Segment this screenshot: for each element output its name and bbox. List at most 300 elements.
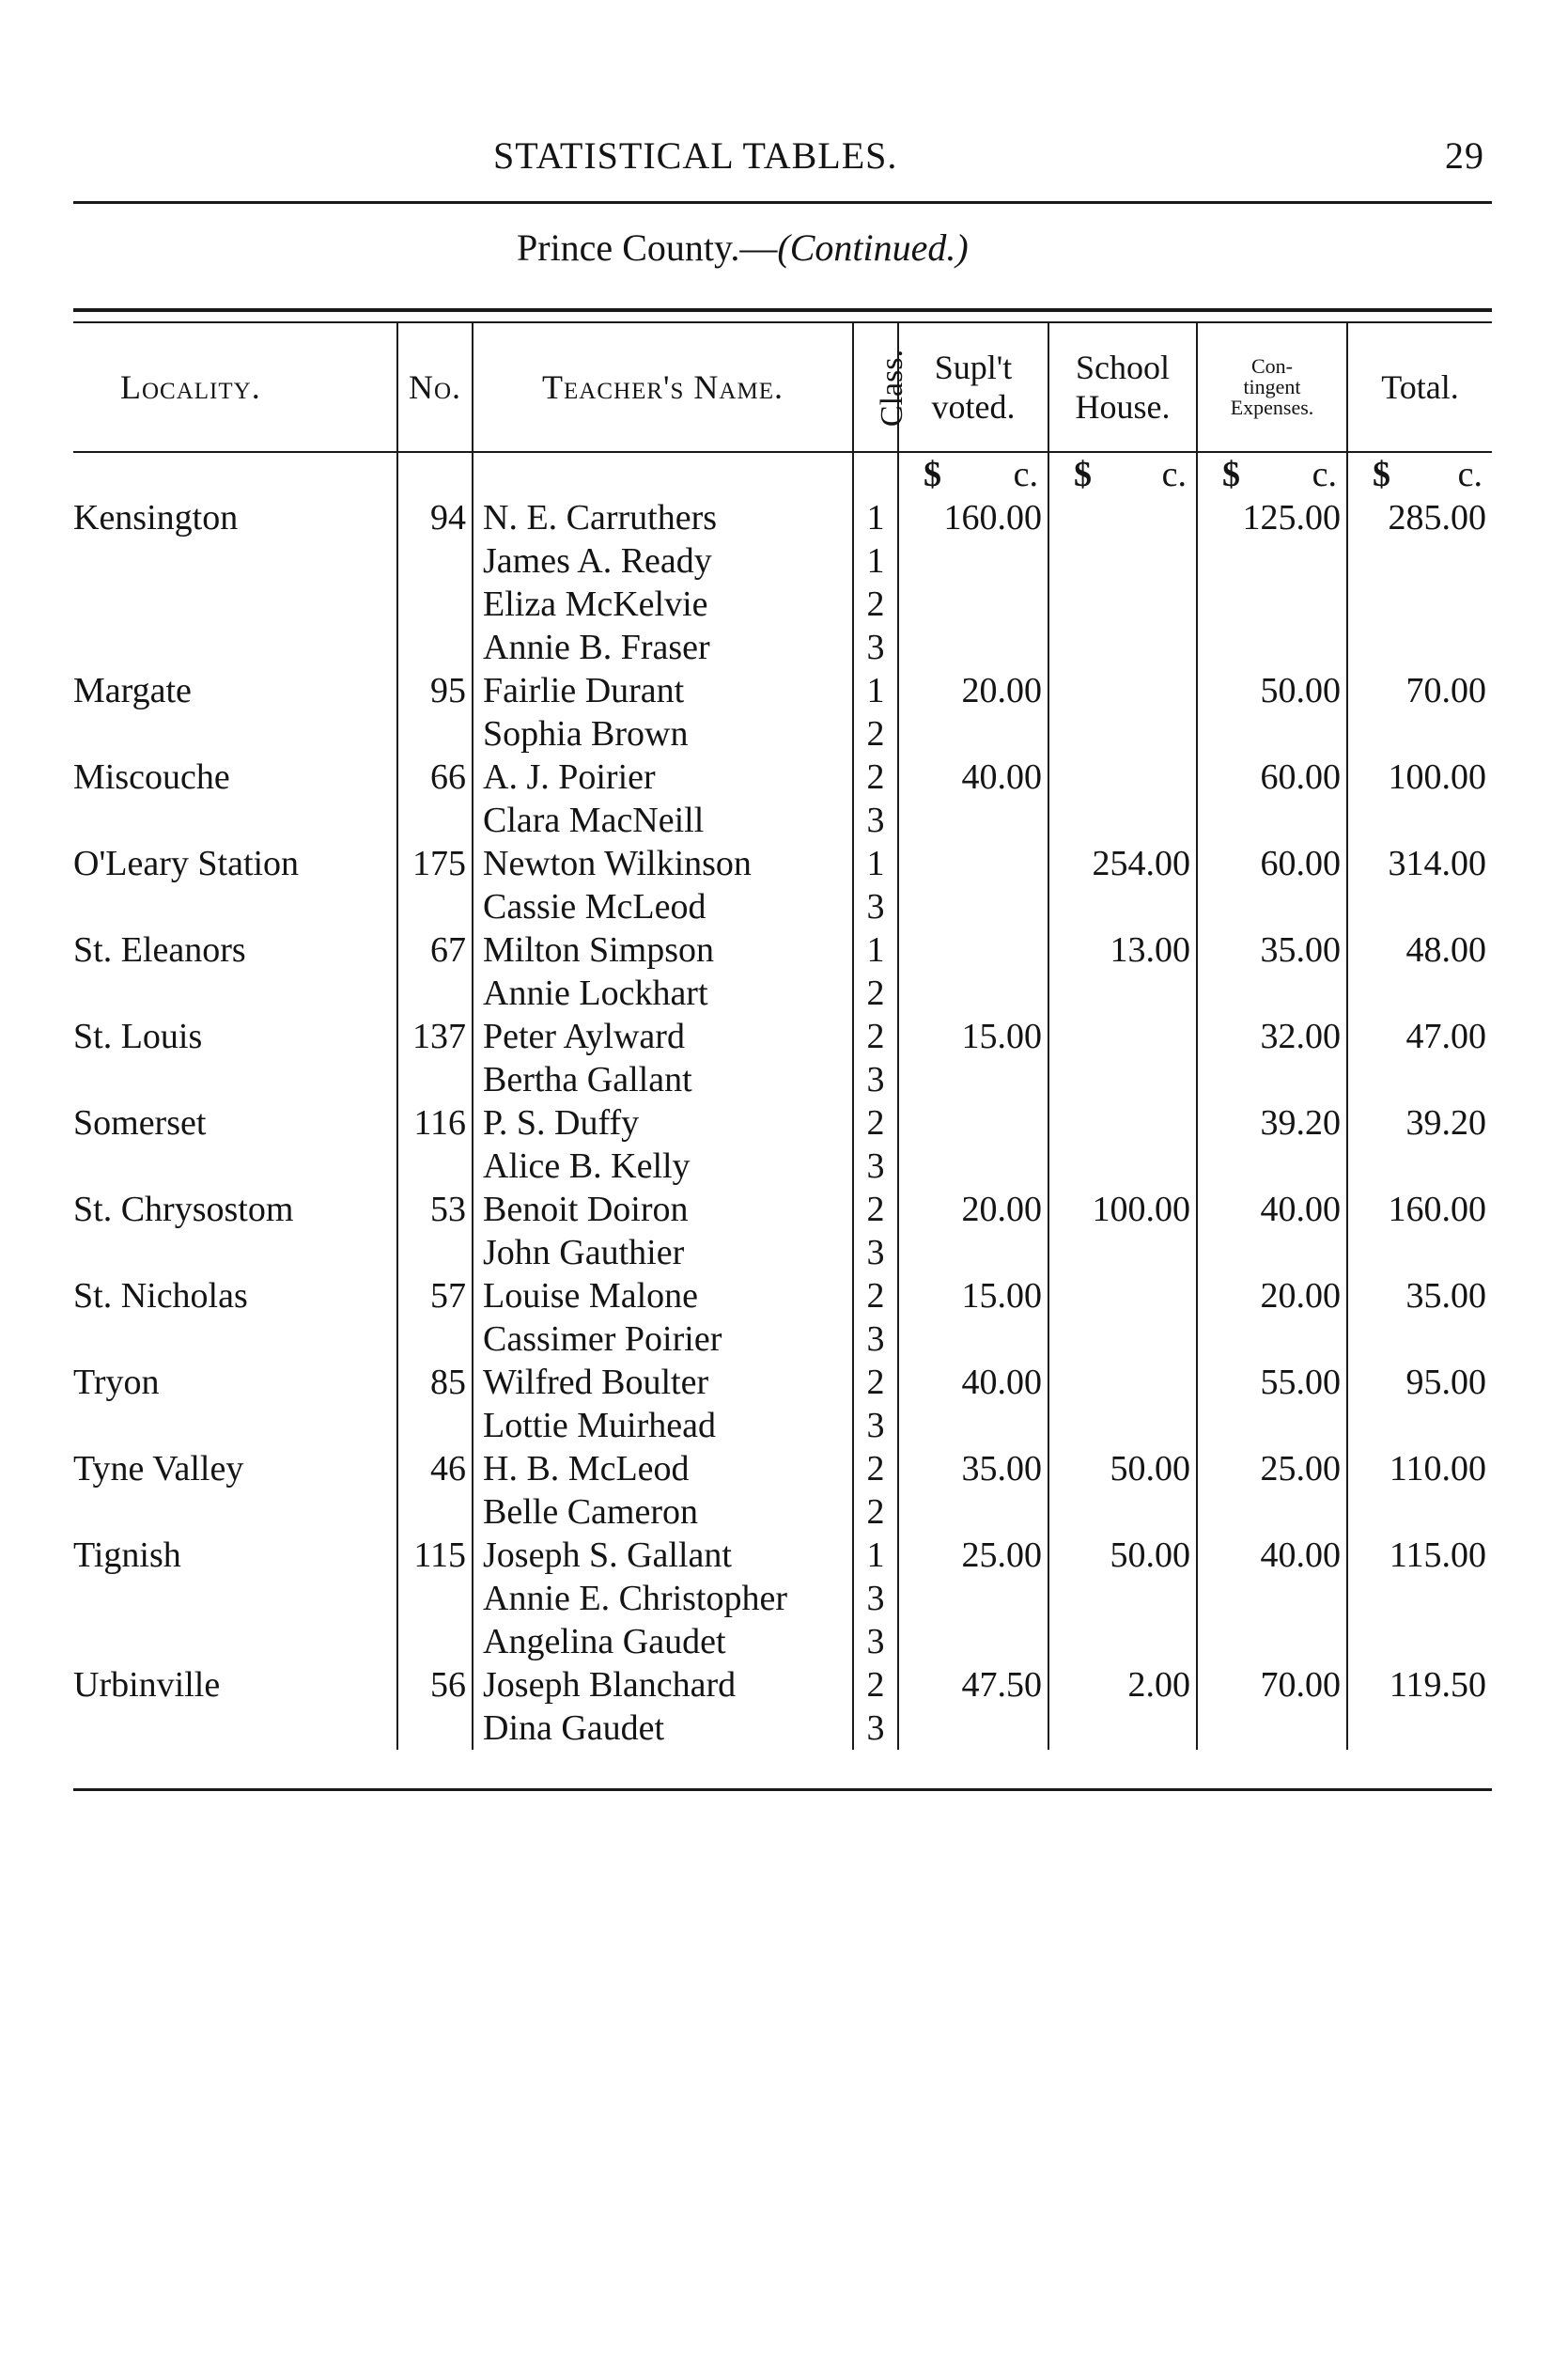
school-house-cell	[1048, 1577, 1197, 1620]
dollar-sign: $	[1222, 455, 1240, 494]
table-row	[73, 1188, 1492, 1231]
contingent-expenses-cell: 60.00	[1197, 842, 1347, 885]
locality-cell	[73, 1577, 397, 1620]
total-cell: 39.20	[1347, 1101, 1492, 1145]
section-subtitle	[517, 226, 969, 270]
locality-cell: Margate	[73, 671, 192, 710]
number-cell	[397, 583, 473, 626]
suplt-voted-cell	[898, 972, 1048, 1015]
number-cell	[397, 972, 473, 1015]
table-row	[73, 669, 1492, 712]
number-cell	[397, 1620, 473, 1663]
locality-cell	[73, 1620, 397, 1663]
teacher-name-cell: Louise Malone	[473, 1274, 853, 1317]
class-cell: 3	[853, 885, 898, 928]
school-house-cell: 50.00	[1048, 1534, 1197, 1577]
suplt-voted-cell: 35.00	[898, 1447, 1048, 1490]
locality-cell	[73, 626, 397, 669]
table-row	[73, 1361, 1492, 1404]
table-top-rule	[73, 308, 1492, 312]
table-row	[73, 1274, 1492, 1317]
contingent-expenses-cell	[1197, 1317, 1347, 1361]
contingent-header-line2: tingent	[1243, 375, 1301, 398]
class-cell: 3	[853, 1058, 898, 1101]
contingent-expenses-cell	[1197, 626, 1347, 669]
header-rule	[73, 201, 1492, 204]
table-row	[73, 1620, 1492, 1663]
units-cell-total	[1347, 452, 1492, 496]
locality-cell: Kensington	[73, 498, 239, 538]
subtitle-continued: (Continued.)	[777, 226, 969, 269]
number-cell: 56	[397, 1663, 473, 1707]
contingent-expenses-cell	[1197, 1707, 1347, 1750]
table-row	[73, 885, 1492, 928]
units-cell-suplt	[898, 452, 1048, 496]
table-row	[73, 1015, 1492, 1058]
teacher-name-cell: Lottie Muirhead	[473, 1404, 853, 1447]
teacher-name-cell: H. B. McLeod	[473, 1447, 853, 1490]
locality-cell: Tryon	[73, 1363, 160, 1402]
class-cell: 3	[853, 1707, 898, 1750]
contingent-expenses-cell: 32.00	[1197, 1015, 1347, 1058]
class-cell: 3	[853, 1404, 898, 1447]
contingent-expenses-cell	[1197, 885, 1347, 928]
contingent-expenses-cell: 20.00	[1197, 1274, 1347, 1317]
class-cell: 1	[853, 496, 898, 539]
contingent-expenses-cell	[1197, 799, 1347, 842]
class-cell: 3	[853, 1145, 898, 1188]
contingent-expenses-cell	[1197, 539, 1347, 583]
teacher-name-cell: John Gauthier	[473, 1231, 853, 1274]
contingent-header-line3: Expenses.	[1230, 396, 1314, 419]
dollar-sign: $	[1373, 455, 1390, 494]
contingent-expenses-cell: 125.00	[1197, 496, 1347, 539]
suplt-voted-cell: 20.00	[898, 1188, 1048, 1231]
teacher-name-cell: Joseph S. Gallant	[473, 1534, 853, 1577]
school-house-cell: 2.00	[1048, 1663, 1197, 1707]
school-header-line2: House.	[1075, 388, 1171, 426]
number-cell	[397, 1577, 473, 1620]
table-row	[73, 972, 1492, 1015]
locality-cell: Tignish	[73, 1535, 181, 1575]
number-cell	[397, 1317, 473, 1361]
number-cell: 85	[397, 1361, 473, 1404]
number-cell	[397, 1707, 473, 1750]
dollar-sign: $	[1074, 455, 1092, 494]
number-cell: 95	[397, 669, 473, 712]
suplt-header-line2: voted.	[931, 388, 1016, 426]
school-house-cell: 13.00	[1048, 928, 1197, 972]
contingent-expenses-header	[1197, 322, 1347, 452]
dollar-sign: $	[924, 455, 941, 494]
suplt-voted-cell	[898, 1058, 1048, 1101]
contingent-header-line1: Con-	[1251, 354, 1293, 378]
suplt-voted-cell	[898, 626, 1048, 669]
total-cell	[1347, 1620, 1492, 1663]
total-cell: 285.00	[1347, 496, 1492, 539]
class-header	[853, 322, 910, 452]
subtitle-county: Prince County.—	[517, 226, 778, 269]
total-cell	[1347, 539, 1492, 583]
teacher-name-cell: James A. Ready	[473, 539, 853, 583]
total-cell	[1347, 583, 1492, 626]
total-cell: 70.00	[1347, 669, 1492, 712]
total-cell: 115.00	[1347, 1534, 1492, 1577]
table-row	[73, 1447, 1492, 1490]
locality-header: Locality.	[73, 322, 397, 452]
class-cell: 2	[853, 583, 898, 626]
total-cell: 110.00	[1347, 1447, 1492, 1490]
school-house-cell	[1048, 1707, 1197, 1750]
number-cell: 94	[397, 496, 473, 539]
table-row	[73, 496, 1492, 539]
units-cell-contingent	[1197, 452, 1347, 496]
teacher-name-cell: N. E. Carruthers	[473, 496, 853, 539]
class-cell: 2	[853, 1274, 898, 1317]
teacher-name-cell: Cassie McLeod	[473, 885, 853, 928]
class-cell: 2	[853, 1101, 898, 1145]
locality-cell: Tyne Valley	[73, 1449, 244, 1488]
number-cell	[397, 1404, 473, 1447]
total-cell	[1347, 626, 1492, 669]
teacher-name-cell: Wilfred Boulter	[473, 1361, 853, 1404]
table-row	[73, 1404, 1492, 1447]
table-bottom-rule	[73, 1788, 1492, 1791]
teacher-name-cell: Annie Lockhart	[473, 972, 853, 1015]
locality-cell: Urbinville	[73, 1665, 221, 1705]
locality-cell: St. Eleanors	[73, 930, 246, 970]
school-house-cell	[1048, 1490, 1197, 1534]
class-cell: 3	[853, 1317, 898, 1361]
class-cell: 2	[853, 712, 898, 756]
school-house-cell	[1048, 1620, 1197, 1663]
number-cell: 66	[397, 756, 473, 799]
school-house-cell	[1048, 626, 1197, 669]
locality-cell: St. Louis	[73, 1017, 203, 1056]
school-house-cell	[1048, 1361, 1197, 1404]
locality-cell: O'Leary Station	[73, 844, 300, 883]
suplt-voted-cell	[898, 1620, 1048, 1663]
suplt-voted-cell	[898, 885, 1048, 928]
units-row	[73, 452, 1492, 496]
class-cell: 1	[853, 928, 898, 972]
suplt-voted-cell: 40.00	[898, 1361, 1048, 1404]
school-house-cell	[1048, 1101, 1197, 1145]
teacher-name-cell: Newton Wilkinson	[473, 842, 853, 885]
table-row	[73, 1317, 1492, 1361]
total-cell: 48.00	[1347, 928, 1492, 972]
table-row	[73, 1101, 1492, 1145]
teacher-name-cell: P. S. Duffy	[473, 1101, 853, 1145]
units-cell-teacher	[473, 452, 853, 496]
suplt-voted-cell	[898, 799, 1048, 842]
school-house-cell	[1048, 1231, 1197, 1274]
contingent-expenses-cell	[1197, 1577, 1347, 1620]
school-house-cell	[1048, 1404, 1197, 1447]
teacher-name-cell: A. J. Poirier	[473, 756, 853, 799]
total-cell	[1347, 1317, 1492, 1361]
class-cell: 3	[853, 1620, 898, 1663]
school-house-cell	[1048, 669, 1197, 712]
table-row	[73, 842, 1492, 885]
contingent-expenses-cell	[1197, 1058, 1347, 1101]
class-cell: 1	[853, 1534, 898, 1577]
total-cell	[1347, 972, 1492, 1015]
table-row	[73, 928, 1492, 972]
school-house-cell	[1048, 1145, 1197, 1188]
school-house-cell	[1048, 1317, 1197, 1361]
teacher-name-cell: Joseph Blanchard	[473, 1663, 853, 1707]
table-header	[73, 322, 1492, 452]
class-cell: 3	[853, 1577, 898, 1620]
class-cell: 2	[853, 1490, 898, 1534]
locality-cell	[73, 1404, 397, 1447]
number-cell: 57	[397, 1274, 473, 1317]
class-cell: 2	[853, 1361, 898, 1404]
units-cell-locality	[73, 452, 397, 496]
school-header-line1: School	[1075, 349, 1170, 386]
locality-cell: Somerset	[73, 1103, 207, 1143]
suplt-voted-cell	[898, 1145, 1048, 1188]
cents-sign: c.	[1013, 455, 1038, 494]
table-row	[73, 1490, 1492, 1534]
suplt-voted-cell	[898, 1404, 1048, 1447]
contingent-expenses-cell	[1197, 1620, 1347, 1663]
suplt-voted-cell	[898, 583, 1048, 626]
teacher-name-cell: Fairlie Durant	[473, 669, 853, 712]
suplt-voted-cell: 20.00	[898, 669, 1048, 712]
total-cell	[1347, 1707, 1492, 1750]
suplt-voted-cell	[898, 1317, 1048, 1361]
total-cell: 100.00	[1347, 756, 1492, 799]
units-cell-class	[853, 452, 898, 496]
total-cell: 95.00	[1347, 1361, 1492, 1404]
locality-cell: Miscouche	[73, 757, 230, 797]
school-house-cell	[1048, 756, 1197, 799]
school-house-cell: 100.00	[1048, 1188, 1197, 1231]
locality-cell	[73, 972, 397, 1015]
contingent-expenses-cell	[1197, 1145, 1347, 1188]
table-row	[73, 1058, 1492, 1101]
class-cell: 2	[853, 1188, 898, 1231]
teacher-name-cell: Belle Cameron	[473, 1490, 853, 1534]
total-cell: 47.00	[1347, 1015, 1492, 1058]
table-row	[73, 583, 1492, 626]
table-row	[73, 1577, 1492, 1620]
suplt-voted-cell	[898, 1577, 1048, 1620]
contingent-expenses-cell: 50.00	[1197, 669, 1347, 712]
teacher-name-cell: Benoit Doiron	[473, 1188, 853, 1231]
total-cell	[1347, 1577, 1492, 1620]
units-cell-school	[1048, 452, 1197, 496]
locality-cell	[73, 885, 397, 928]
class-cell: 2	[853, 756, 898, 799]
class-cell: 2	[853, 1447, 898, 1490]
teacher-name-cell: Cassimer Poirier	[473, 1317, 853, 1361]
contingent-expenses-cell: 70.00	[1197, 1663, 1347, 1707]
locality-cell	[73, 583, 397, 626]
suplt-voted-cell	[898, 712, 1048, 756]
contingent-expenses-cell: 35.00	[1197, 928, 1347, 972]
locality-cell	[73, 539, 397, 583]
cents-sign: c.	[1312, 455, 1337, 494]
total-cell	[1347, 1490, 1492, 1534]
number-cell: 175	[397, 842, 473, 885]
teacher-name-cell: Peter Aylward	[473, 1015, 853, 1058]
locality-cell: St. Chrysostom	[73, 1190, 294, 1229]
total-cell: 35.00	[1347, 1274, 1492, 1317]
contingent-expenses-cell	[1197, 1490, 1347, 1534]
number-cell: 116	[397, 1101, 473, 1145]
total-cell: 314.00	[1347, 842, 1492, 885]
teacher-name-cell: Sophia Brown	[473, 712, 853, 756]
school-house-cell	[1048, 539, 1197, 583]
suplt-voted-cell: 25.00	[898, 1534, 1048, 1577]
teacher-name-cell: Alice B. Kelly	[473, 1145, 853, 1188]
table-row	[73, 539, 1492, 583]
table-row	[73, 1534, 1492, 1577]
class-header-label: Class.	[875, 349, 910, 428]
contingent-expenses-cell: 40.00	[1197, 1534, 1347, 1577]
total-header: Total.	[1347, 322, 1492, 452]
school-house-header	[1048, 322, 1197, 452]
total-cell: 160.00	[1347, 1188, 1492, 1231]
locality-cell	[73, 799, 397, 842]
locality-cell	[73, 1145, 397, 1188]
teacher-name-header: Teacher's Name.	[473, 322, 853, 452]
locality-cell: St. Nicholas	[73, 1276, 248, 1316]
number-cell	[397, 712, 473, 756]
school-house-cell	[1048, 1274, 1197, 1317]
number-cell	[397, 1145, 473, 1188]
table-row	[73, 1145, 1492, 1188]
locality-cell	[73, 1490, 397, 1534]
number-cell	[397, 799, 473, 842]
class-cell: 3	[853, 1231, 898, 1274]
suplt-voted-cell	[898, 539, 1048, 583]
locality-cell	[73, 1707, 397, 1750]
number-cell: 137	[397, 1015, 473, 1058]
school-house-cell	[1048, 583, 1197, 626]
contingent-expenses-cell: 39.20	[1197, 1101, 1347, 1145]
suplt-voted-cell: 47.50	[898, 1663, 1048, 1707]
school-house-cell	[1048, 712, 1197, 756]
units-cell-number	[397, 452, 473, 496]
locality-cell	[73, 712, 397, 756]
contingent-expenses-cell: 60.00	[1197, 756, 1347, 799]
suplt-voted-cell: 15.00	[898, 1274, 1048, 1317]
cents-sign: c.	[1161, 455, 1187, 494]
teacher-name-cell: Angelina Gaudet	[473, 1620, 853, 1663]
table-row	[73, 1663, 1492, 1707]
suplt-voted-cell	[898, 1231, 1048, 1274]
total-cell	[1347, 885, 1492, 928]
suplt-voted-cell	[898, 842, 1048, 885]
class-cell: 1	[853, 539, 898, 583]
contingent-expenses-cell	[1197, 1231, 1347, 1274]
number-cell	[397, 885, 473, 928]
total-cell	[1347, 1058, 1492, 1101]
teacher-name-cell: Annie E. Christopher	[473, 1577, 853, 1620]
contingent-expenses-cell	[1197, 583, 1347, 626]
suplt-voted-cell: 160.00	[898, 496, 1048, 539]
running-head: STATISTICAL TABLES.	[493, 134, 898, 177]
number-cell: 53	[397, 1188, 473, 1231]
total-cell	[1347, 1145, 1492, 1188]
contingent-expenses-cell	[1197, 712, 1347, 756]
table-row	[73, 712, 1492, 756]
school-house-cell: 50.00	[1048, 1447, 1197, 1490]
number-cell	[397, 1490, 473, 1534]
cents-sign: c.	[1457, 455, 1483, 494]
school-house-cell	[1048, 799, 1197, 842]
locality-cell	[73, 1058, 397, 1101]
page-number: 29	[1445, 134, 1484, 177]
teacher-name-cell: Annie B. Fraser	[473, 626, 853, 669]
suplt-voted-cell	[898, 928, 1048, 972]
total-cell: 119.50	[1347, 1663, 1492, 1707]
teacher-name-cell: Eliza McKelvie	[473, 583, 853, 626]
class-cell: 1	[853, 842, 898, 885]
table-body	[73, 452, 1492, 1750]
class-cell: 3	[853, 626, 898, 669]
school-house-cell	[1048, 1058, 1197, 1101]
school-house-cell	[1048, 885, 1197, 928]
class-cell: 2	[853, 1015, 898, 1058]
contingent-expenses-cell: 40.00	[1197, 1188, 1347, 1231]
number-cell	[397, 539, 473, 583]
class-cell: 1	[853, 669, 898, 712]
contingent-expenses-cell	[1197, 972, 1347, 1015]
table-row	[73, 1231, 1492, 1274]
suplt-voted-cell	[898, 1490, 1048, 1534]
contingent-expenses-cell	[1197, 1404, 1347, 1447]
number-cell: 115	[397, 1534, 473, 1577]
teacher-name-cell: Bertha Gallant	[473, 1058, 853, 1101]
total-cell	[1347, 799, 1492, 842]
table-row	[73, 626, 1492, 669]
teacher-name-cell: Clara MacNeill	[473, 799, 853, 842]
suplt-voted-cell	[898, 1707, 1048, 1750]
suplt-voted-header	[898, 322, 1048, 452]
total-cell	[1347, 712, 1492, 756]
school-house-cell: 254.00	[1048, 842, 1197, 885]
contingent-expenses-cell: 25.00	[1197, 1447, 1347, 1490]
total-cell	[1347, 1231, 1492, 1274]
number-cell	[397, 1058, 473, 1101]
locality-cell	[73, 1231, 397, 1274]
suplt-voted-cell: 40.00	[898, 756, 1048, 799]
contingent-expenses-cell: 55.00	[1197, 1361, 1347, 1404]
school-house-cell	[1048, 1015, 1197, 1058]
locality-cell	[73, 1317, 397, 1361]
table-row	[73, 756, 1492, 799]
total-cell	[1347, 1404, 1492, 1447]
school-house-cell	[1048, 496, 1197, 539]
table-row	[73, 799, 1492, 842]
class-cell: 3	[853, 799, 898, 842]
number-cell: 67	[397, 928, 473, 972]
teacher-name-cell: Milton Simpson	[473, 928, 853, 972]
teacher-name-cell: Dina Gaudet	[473, 1707, 853, 1750]
school-house-cell	[1048, 972, 1197, 1015]
suplt-voted-cell: 15.00	[898, 1015, 1048, 1058]
number-cell: 46	[397, 1447, 473, 1490]
number-header: No.	[397, 322, 473, 452]
class-cell: 2	[853, 972, 898, 1015]
number-cell	[397, 626, 473, 669]
suplt-voted-cell	[898, 1101, 1048, 1145]
